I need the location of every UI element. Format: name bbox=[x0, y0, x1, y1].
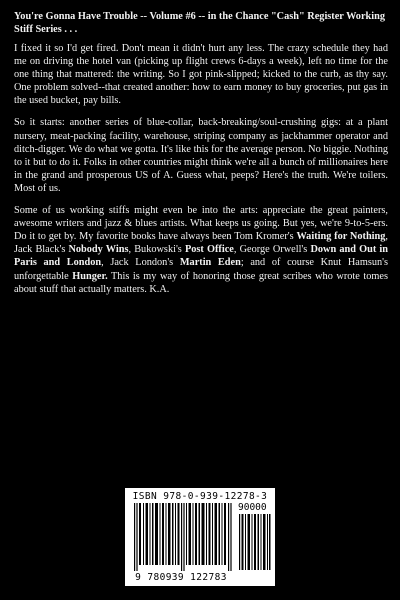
paragraph-3 bbox=[14, 204, 388, 296]
barcode-digits: 9 780939 122783 bbox=[135, 572, 227, 583]
book-title: Martin Eden bbox=[179, 257, 241, 269]
price-code: 90000 bbox=[238, 502, 267, 513]
paragraph-2: So it starts: another series of blue-collar, back-breaking/soul-crushing gigs: at a plant nursery, meat-packing facility, warehouse, striping company as jackhammer operator and ditch-digger. We do what we gotta. It's like this for the average person. No biggie. Nothing to it but to do it. Folks in other countries might think we're all a bunch of millionaires here in the grand and prosperous US of A. Guess what, peeps? Here's the truth. We're toilers. Most of us. bbox=[14, 117, 388, 194]
paragraph-3-text: ; and of course Knut Hamsun's unforgettable bbox=[14, 257, 389, 282]
barcode-bars bbox=[134, 503, 234, 571]
paragraph-3-text: This is my way of honoring those great scribes who wrote tomes about stuff that actually matters. K.A. bbox=[14, 270, 388, 295]
paragraph-1: I fixed it so I'd get fired. Don't mean it didn't hurt any less. The crazy schedule they had me on driving the hotel van (picking up flight crews 6-days a week), left no time for the one thing that mattered: the writing. So I got pink-slipped; kicked to the curb, as thy say. One problem solved--that created another: how to earn money to buy groceries, put gas in the used bucket, pay bills. bbox=[14, 43, 388, 107]
paragraph-3-text: , Jack Black's bbox=[14, 231, 388, 256]
book-title: Down and Out in Paris and London bbox=[14, 244, 388, 269]
paragraph-3-text: , Jack London's bbox=[101, 257, 180, 269]
addon-barcode-bars bbox=[239, 514, 271, 570]
series-title: You're Gonna Have Trouble -- Volume #6 -- in the Chance "Cash" Register Working Stiff Series . . . bbox=[14, 11, 385, 35]
isbn-barcode bbox=[125, 488, 275, 586]
book-title: Waiting for Nothing bbox=[296, 231, 386, 243]
paragraph-3-text: , Bukowski's bbox=[128, 244, 185, 256]
book-title: Hunger. bbox=[72, 270, 108, 282]
back-cover-text bbox=[14, 10, 388, 305]
book-title: Nobody Wins bbox=[68, 244, 129, 256]
book-title: Post Office bbox=[184, 244, 234, 256]
isbn-label: ISBN 978-0-939-12278-3 bbox=[132, 491, 268, 502]
paragraph-3-text: , George Orwell's bbox=[233, 244, 311, 256]
paragraph-3-text: Some of us working stiffs might even be into the arts: appreciate the great painters, awesome writers and jazz & blues artists. What keeps us going. But yes, we're 9-to-5-ers. Do it to get by. My favorite books have always been Tom Kromer's bbox=[14, 205, 388, 243]
